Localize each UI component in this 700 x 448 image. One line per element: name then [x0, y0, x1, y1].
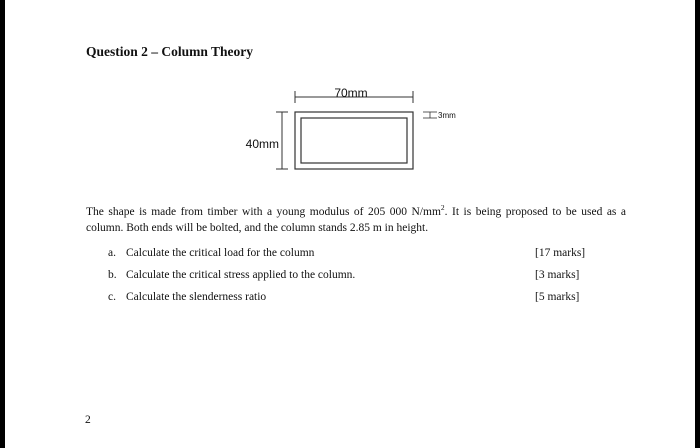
problem-statement-part2: . It is being proposed to be used as a column. Both ends will be bolted, and the column stands 2.85 m in height.: [86, 206, 626, 234]
section-inner-outline: [301, 118, 407, 163]
list-item: [86, 291, 606, 313]
list-item: [86, 269, 606, 291]
question-list: [86, 247, 606, 313]
page-number: 2: [85, 414, 91, 426]
width-label: 70mm: [334, 86, 368, 100]
item-letter: c.: [108, 291, 116, 303]
question-heading: Question 2 – Column Theory: [86, 44, 254, 59]
problem-statement-part1: The shape is made from timber with a young modulus of 205 000 N/mm: [86, 206, 441, 218]
height-label: 40mm: [245, 137, 279, 151]
item-letter: b.: [108, 269, 117, 281]
right-border: [695, 0, 700, 448]
item-text: Calculate the critical stress applied to the column.: [126, 269, 356, 281]
left-border: [0, 0, 5, 448]
squared-superscript: 2: [440, 203, 445, 213]
section-outer-outline: [295, 112, 413, 169]
problem-statement: [86, 204, 626, 236]
item-marks: [5 marks]: [535, 291, 580, 303]
list-item: [86, 247, 606, 269]
item-text: Calculate the critical load for the column: [126, 247, 315, 259]
thickness-label: 3mm: [438, 111, 456, 120]
item-letter: a.: [108, 247, 116, 259]
item-marks: [17 marks]: [535, 247, 586, 259]
item-marks: [3 marks]: [535, 269, 580, 281]
item-text: Calculate the slenderness ratio: [126, 291, 267, 303]
